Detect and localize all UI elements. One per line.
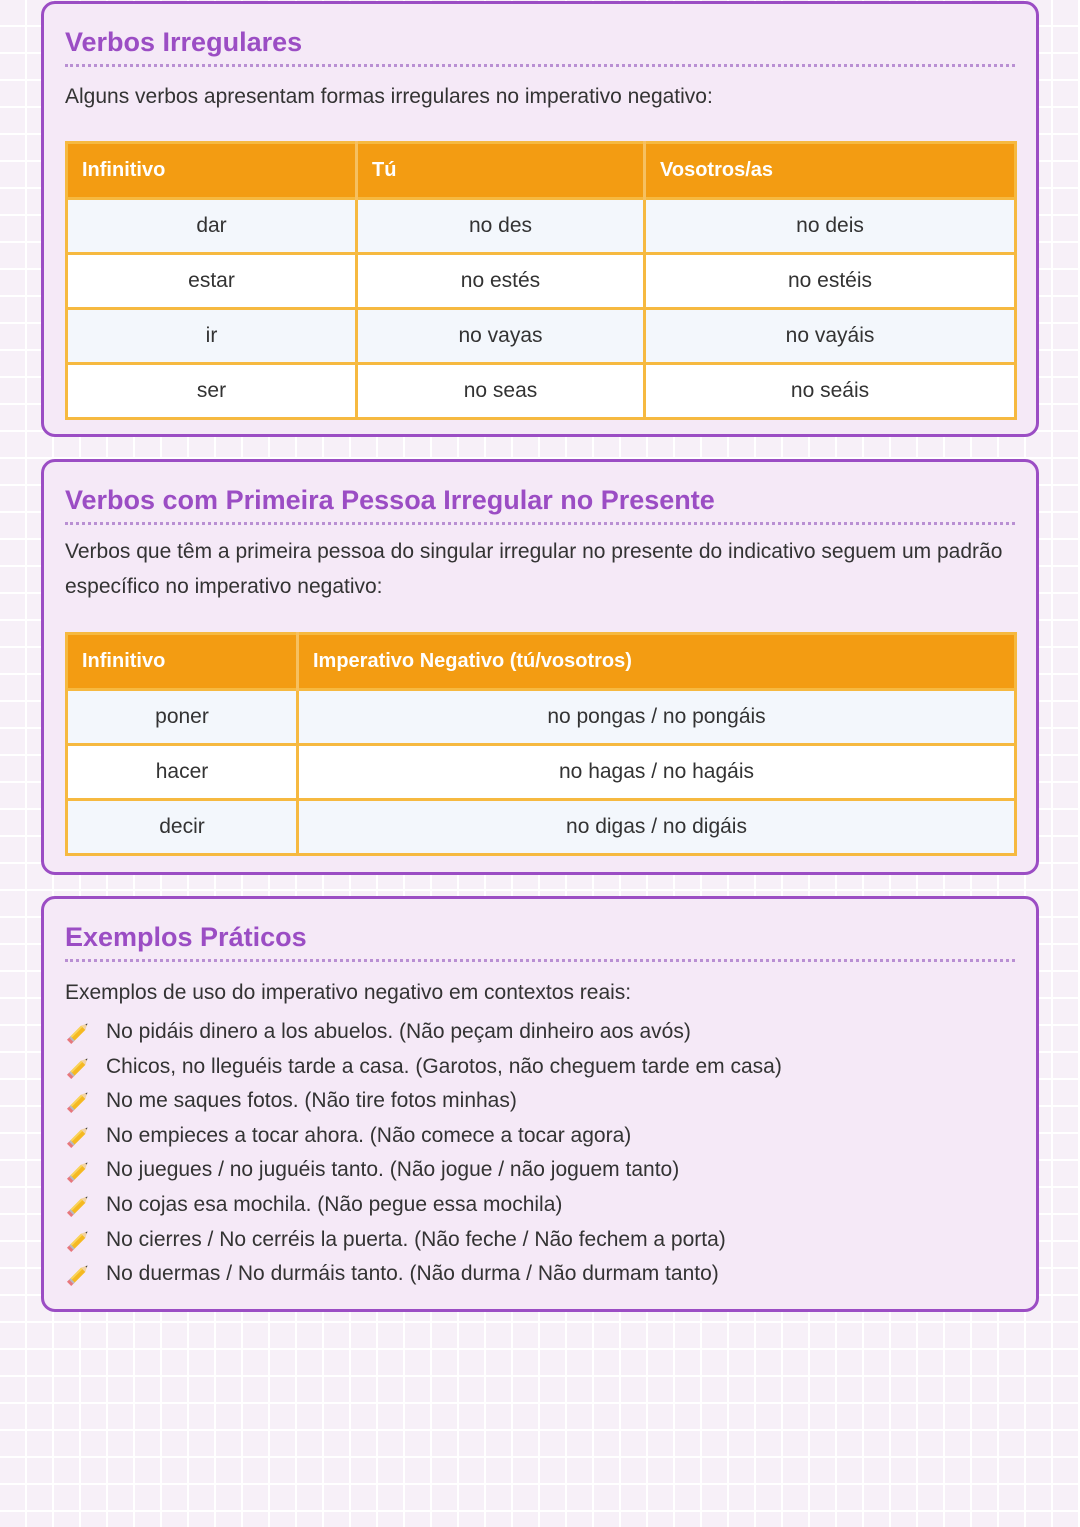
pencil-icon: [65, 1191, 93, 1219]
section-intro: Alguns verbos apresentam formas irregulares no imperativo negativo:: [65, 85, 713, 108]
section-intro: Exemplos de uso do imperativo negativo em contextos reais:: [65, 981, 632, 1004]
table-row: [67, 745, 1016, 800]
column-header: Vosotros/as: [645, 143, 1016, 199]
column-header: Tú: [357, 143, 645, 199]
table-cell: no seáis: [645, 364, 1016, 419]
section-title: Exemplos Práticos: [65, 921, 1015, 962]
section-title: Verbos Irregulares: [65, 26, 1015, 67]
table-cell: no digas / no digáis: [298, 800, 1016, 855]
table-cell: no vayas: [357, 309, 645, 364]
example-text: No pidáis dinero a los abuelos. (Não peçam dinheiro aos avós): [106, 1020, 691, 1043]
example-text: No cojas esa mochila. (Não pegue essa mochila): [106, 1192, 563, 1216]
table-cell: no estéis: [645, 254, 1016, 309]
table-cell: decir: [67, 800, 298, 855]
example-text: No me saques fotos. (Não tire fotos minhas): [106, 1089, 517, 1113]
table-header-row: [67, 634, 1016, 690]
first-person-irregular-table: [65, 632, 1017, 856]
table-row: [67, 800, 1016, 855]
irregular-verbs-table: [65, 141, 1017, 420]
table-cell: ir: [67, 309, 357, 364]
table-cell: no deis: [645, 199, 1016, 254]
table-cell: no estés: [357, 254, 645, 309]
pencil-icon: [65, 1122, 93, 1150]
table-cell: poner: [67, 690, 298, 745]
pencil-icon: [65, 1260, 93, 1288]
pencil-icon: [65, 1157, 93, 1185]
list-item: [65, 1119, 1015, 1154]
example-text: No empieces a tocar ahora. (Não comece a tocar agora): [106, 1123, 632, 1147]
list-item: [65, 1015, 1015, 1050]
column-header: Infinitivo: [67, 143, 357, 199]
list-item: [65, 1257, 1015, 1292]
examples-list: [65, 1015, 1015, 1292]
list-item: [65, 1188, 1015, 1223]
list-item: [65, 1153, 1015, 1188]
first-person-irregular-card: [41, 459, 1039, 875]
table-row: [67, 199, 1016, 254]
pencil-icon: [65, 1226, 93, 1254]
irregular-verbs-card: [41, 1, 1039, 437]
table-row: [67, 364, 1016, 419]
practical-examples-card: [41, 896, 1039, 1312]
list-item: [65, 1050, 1015, 1085]
table-cell: estar: [67, 254, 357, 309]
example-text: Chicos, no lleguéis tarde a casa. (Garotos, não cheguem tarde em casa): [106, 1054, 782, 1078]
example-text: No juegues / no juguéis tanto. (Não jogue / não joguem tanto): [106, 1158, 680, 1182]
pencil-icon: [65, 1087, 93, 1115]
example-text: No cierres / No cerréis la puerta. (Não feche / Não fechem a porta): [106, 1227, 726, 1251]
table-cell: dar: [67, 199, 357, 254]
pencil-icon: [65, 1053, 93, 1081]
section-title: Verbos com Primeira Pessoa Irregular no Presente: [65, 484, 1015, 525]
column-header: Infinitivo: [67, 634, 298, 690]
table-cell: no hagas / no hagáis: [298, 745, 1016, 800]
table-header-row: [67, 143, 1016, 199]
table-row: [67, 254, 1016, 309]
pencil-icon: [65, 1018, 93, 1046]
example-text: No duermas / No durmáis tanto. (Não durma / Não durmam tanto): [106, 1262, 719, 1286]
list-item: [65, 1223, 1015, 1258]
table-cell: ser: [67, 364, 357, 419]
table-cell: no des: [357, 199, 645, 254]
table-cell: no pongas / no pongáis: [298, 690, 1016, 745]
column-header: Imperativo Negativo (tú/vosotros): [298, 634, 1016, 690]
table-cell: no vayáis: [645, 309, 1016, 364]
table-cell: no seas: [357, 364, 645, 419]
table-row: [67, 690, 1016, 745]
list-item: [65, 1084, 1015, 1119]
table-row: [67, 309, 1016, 364]
section-intro: Verbos que têm a primeira pessoa do singular irregular no presente do indicativo seguem um padrão específico no imperativo negativo:: [65, 540, 1003, 598]
table-cell: hacer: [67, 745, 298, 800]
